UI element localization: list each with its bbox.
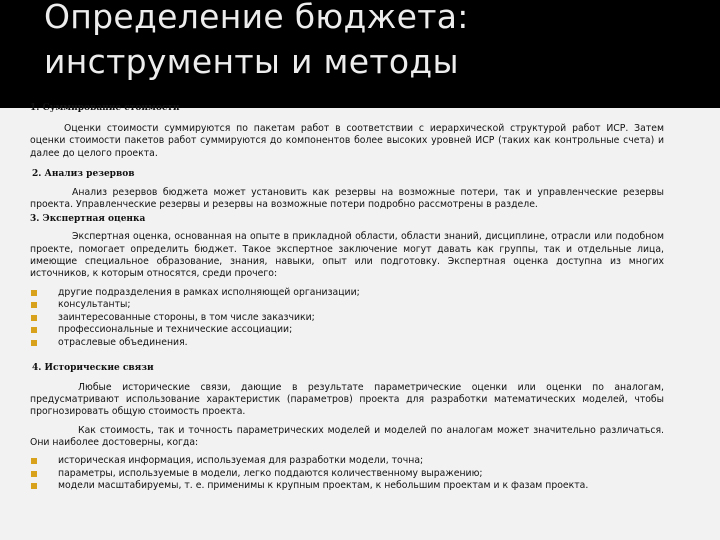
slide-title-line-2: инструменты и методы bbox=[44, 42, 459, 81]
list-item: консультанты; bbox=[30, 299, 664, 312]
list-item: отраслевые объединения. bbox=[30, 337, 664, 350]
section-paragraph: Экспертная оценка, основанная на опыте в прикладной области, области знаний, дисциплине, отрасли или подобном проекте, помогает определить бюджет. Такое экспертное заключение могут давать как группы, так и отдельные лица, имеющие специальное образование, знания, навыки, опыт или подготовку. Экспертная оценка доступна из многих источников, к которым относятся, среди прочего: bbox=[30, 231, 664, 280]
section-reserve-analysis bbox=[30, 168, 664, 212]
bullet-square-icon bbox=[31, 483, 37, 489]
section-heading: 4. Исторические связи bbox=[32, 362, 154, 373]
section-paragraph: Как стоимость, так и точность параметрических моделей и моделей по аналогам может значительно различаться. Они наиболее достоверны, когда: bbox=[30, 424, 664, 448]
bullet-square-icon bbox=[31, 315, 37, 321]
bullet-square-icon bbox=[31, 302, 37, 308]
list-item: профессиональные и технические ассоциации; bbox=[30, 324, 664, 337]
slide-title-line-1: Определение бюджета: bbox=[44, 0, 469, 36]
section-historical-relationships bbox=[30, 362, 664, 493]
list-item: параметры, используемые в модели, легко поддаются количественному выражению; bbox=[30, 468, 664, 481]
bullet-square-icon bbox=[31, 290, 37, 296]
section-heading: 2. Анализ резервов bbox=[32, 168, 135, 179]
list-item: историческая информация, используемая для разработки модели, точна; bbox=[30, 455, 664, 468]
bullet-square-icon bbox=[31, 471, 37, 477]
bullet-square-icon bbox=[31, 340, 37, 346]
section-paragraph: Анализ резервов бюджета может установить как резервы на возможные потери, так и управленческие резервы проекта. Управленческие резервы и резервы на возможные потери подробно рассмотрены в разделе. bbox=[30, 186, 664, 211]
list-item: модели масштабируемы, т. е. применимы к крупным проектам, к небольшим проектам и к фазам проекта. bbox=[30, 480, 664, 493]
bullet-list bbox=[30, 287, 664, 350]
section-heading: 3. Экспертная оценка bbox=[30, 214, 146, 225]
list-item: заинтересованные стороны, в том числе заказчики; bbox=[30, 312, 664, 325]
section-paragraph: Любые исторические связи, дающие в результате параметрические оценки или оценки по аналогам, предусматривают использование характеристик (параметров) проекта для разработки математических моделей, чтобы прогнозировать общую стоимость проекта. bbox=[30, 381, 664, 418]
section-heading: 1. Суммирование стоимости bbox=[30, 103, 180, 113]
list-item: другие подразделения в рамках исполняющей организации; bbox=[30, 287, 664, 300]
slide-content bbox=[30, 103, 664, 499]
section-expert-judgment bbox=[30, 213, 664, 349]
section-cost-aggregation bbox=[30, 103, 664, 160]
bullet-list bbox=[30, 455, 664, 493]
slide-title bbox=[44, 0, 469, 84]
bullet-square-icon bbox=[31, 327, 37, 333]
section-paragraph: Оценки стоимости суммируются по пакетам работ в соответствии с иерархической структурой работ ИСР. Затем оценки стоимости пакетов работ суммируются до компонентов более высоких уровней ИСР (таких как контрольные счета) и далее до целого проекта. bbox=[30, 123, 664, 159]
bullet-square-icon bbox=[31, 458, 37, 464]
